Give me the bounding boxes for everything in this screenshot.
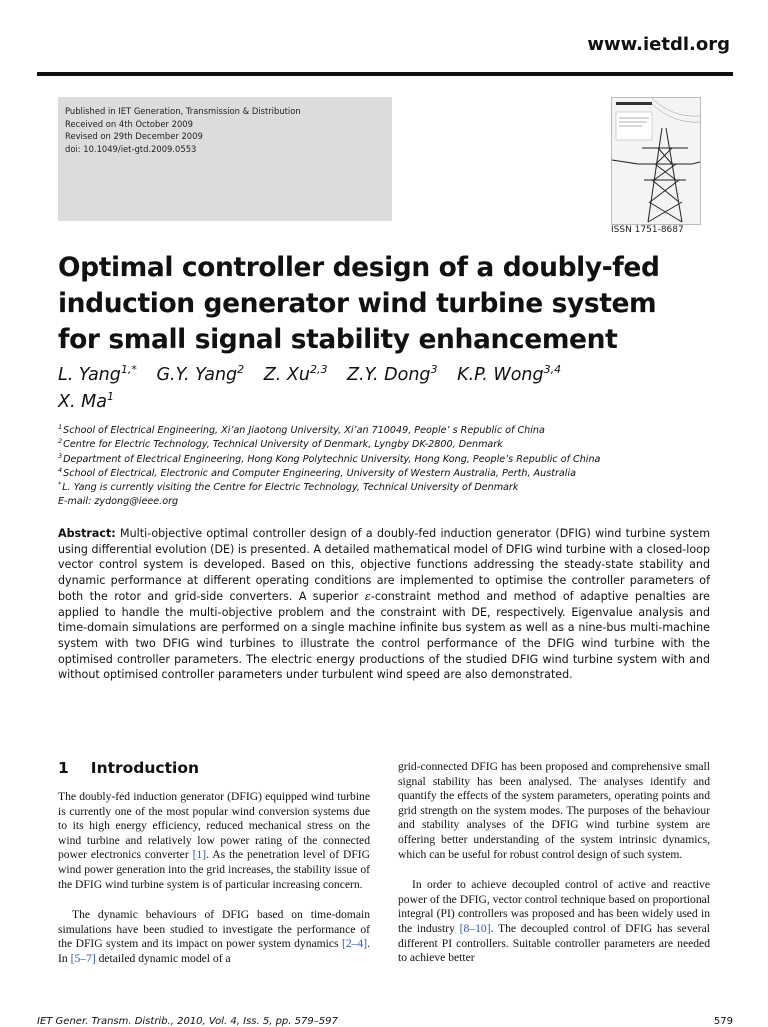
citation-link[interactable]: [1] (192, 848, 207, 862)
paragraph: In order to achieve decoupled control of active and reactive power of the DFIG, vector control technique based on proportional integral (PI) controllers was proposed and has been widely used in the industry [8–10]. The decoupled control of DFIG has several different PI controllers. Suitable controller parameters are needed to achieve better (398, 878, 710, 965)
affiliation: *L. Yang is currently visiting the Centre for Electric Technology, Technical University of Denmark (58, 480, 519, 494)
pylon-cover-illustration (612, 98, 700, 224)
body-column-right (398, 760, 710, 966)
abstract-label: Abstract: (58, 527, 116, 540)
published-in: Published in IET Generation, Transmission & Distribution (65, 106, 301, 116)
abstract (58, 526, 710, 683)
issn: ISSN 1751-8687 (611, 225, 684, 235)
site-url[interactable]: www.ietdl.org (587, 34, 730, 55)
page-footer (37, 1016, 733, 1027)
paragraph: The dynamic behaviours of DFIG based on time-domain simulations have been studied to investigate the performance of the DFIG system and its impact on power system dynamics [2–4]. In [5–7] detailed dynamic model of a (58, 908, 370, 965)
epsilon-symbol: ε (364, 589, 371, 603)
section-heading (58, 759, 199, 777)
title-line: Optimal controller design of a doubly-fed (58, 252, 660, 283)
paragraph: The doubly-fed induction generator (DFIG) equipped wind turbine is currently one of the most popular wind conversion systems due to its high energy efficiency, reduced mechanical stress on the wind turbine and relatively low power rating of the connected power electronics converter [1]. As the penetration level of DFIG wind power generation into the grid increases, the stability issue of the DFIG wind turbine system is of particular increasing concern. (58, 790, 371, 891)
paper-title (58, 250, 718, 358)
abstract-text: -constraint method and method of adaptive penalties are applied to handle the multi-objective problem and the constraint with DE, respectively. Eigenvalue analysis and time-domain simulations are performed on a single machine infinite bus system as well as a nine-bus multi-machine system with two DFIG wind turbines to illustrate the control performance of the DFIG wind turbine with the optimised controller parameters. The electric energy productions of the studied DFIG wind turbine system with and without optimised controller parameters under turbulent wind speed are also demonstrated. (58, 589, 710, 682)
author: Z.Y. Dong$^3$ (347, 363, 438, 385)
affiliation: $^4$School of Electrical, Electronic and Computer Engineering, University of Western Australia, Perth, Australia (58, 465, 576, 479)
citation-link[interactable]: [5–7] (70, 951, 96, 965)
publication-info-box (58, 97, 392, 221)
affiliations (58, 424, 738, 510)
abstract-text: Multi-objective optimal controller design of a doubly-fed induction generator (DFIG) wind turbine system using differential evolution (DE) is presented. A detailed mathematical model of DFIG wind turbine with a closed-loop vector control system is developed. Based on this, objective functions addressing the steady-state stability and dynamic performance at different operating conditions are implemented to optimise the controller parameters of both the rotor and grid-side converters. A superior (58, 527, 710, 603)
citation-link[interactable]: [2–4] (341, 937, 368, 951)
email[interactable]: E-mail: zydong@ieee.org (58, 496, 179, 508)
revised-date: Revised on 29th December 2009 (65, 131, 203, 141)
author: L. Yang$^{1,*}$ (58, 363, 137, 385)
paragraph: grid-connected DFIG has been proposed and comprehensive small signal stability has been analysed. The analyses identify and quantify the effects of the system parameters, operating points and grid strength on the system modes. The purposes of the behaviour and stability analyses of the DFIG wind turbine system are offering better understanding of the system intrinsic dynamics, which can be useful for robust control design of such system. (398, 760, 710, 861)
page-number: 579 (713, 1016, 733, 1027)
title-line: for small signal stability enhancement (58, 324, 618, 355)
journal-cover-image (611, 97, 701, 225)
author: X. Ma$^1$ (58, 390, 114, 412)
body-column-left (58, 790, 370, 967)
section-number: 1 (58, 759, 69, 777)
citation-link[interactable]: [8–10] (459, 921, 491, 935)
received-date: Received on 4th October 2009 (65, 118, 193, 129)
author: K.P. Wong$^{3,4}$ (457, 363, 562, 385)
footer-citation: IET Gener. Transm. Distrib., 2010, Vol. 4, Iss. 5, pp. 579–597 (37, 1016, 338, 1027)
header-rule (37, 72, 733, 76)
author: Z. Xu$^{2,3}$ (263, 363, 328, 385)
affiliation: $^1$School of Electrical Engineering, Xi’an Jiaotong University, Xi’an 710049, People’ s Republic of China (58, 423, 545, 436)
title-line: induction generator wind turbine system (58, 288, 657, 319)
affiliation: $^3$Department of Electrical Engineering, Hong Kong Polytechnic University, Hong Kong, People’s Republic of China (58, 451, 601, 465)
section-title: Introduction (90, 759, 200, 777)
author-list (58, 362, 738, 416)
doi[interactable]: doi: 10.1049/iet-gtd.2009.0553 (65, 143, 197, 154)
affiliation: $^2$Centre for Electric Technology, Technical University of Denmark, Lyngby DK-2800, Denmark (58, 437, 503, 451)
author: G.Y. Yang$^2$ (156, 363, 245, 385)
